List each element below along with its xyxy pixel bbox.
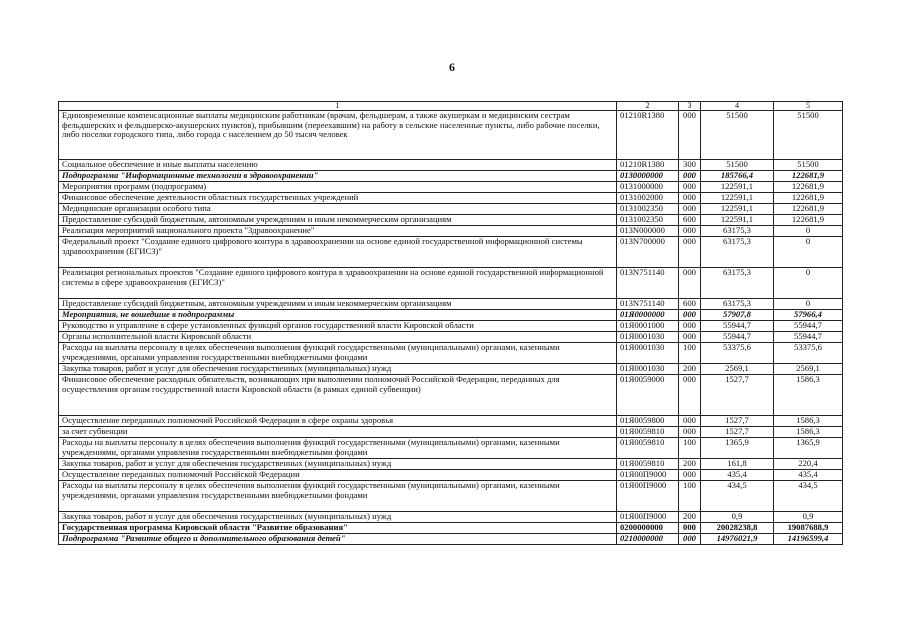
row-name-cell: за счет субвенции (59, 427, 617, 438)
row-expense-type-cell: 100 (679, 343, 701, 364)
row-code-cell: 01Я0001000 (617, 321, 679, 332)
row-amount-year1-cell: 20028238,8 (701, 523, 774, 534)
row-amount-year1-cell: 122591,1 (701, 215, 774, 226)
table-row (59, 268, 843, 299)
row-amount-year2-cell: 122681,9 (774, 193, 843, 204)
row-code-cell: 0200000000 (617, 523, 679, 534)
row-code-cell: 0131002000 (617, 193, 679, 204)
row-amount-year2-cell: 1586,3 (774, 375, 843, 416)
table-row (59, 193, 843, 204)
row-amount-year1-cell: 63175,3 (701, 268, 774, 299)
row-name-cell: Закупка товаров, работ и услуг для обеспечения государственных (муниципальных) нужд (59, 512, 617, 523)
header-col-5: 5 (774, 102, 843, 111)
row-amount-year2-cell: 57966,4 (774, 310, 843, 321)
row-amount-year1-cell: 1365,9 (701, 438, 774, 459)
row-amount-year1-cell: 55944,7 (701, 332, 774, 343)
row-expense-type-cell: 000 (679, 470, 701, 481)
row-amount-year1-cell: 51500 (701, 111, 774, 160)
row-amount-year2-cell: 435,4 (774, 470, 843, 481)
row-name-cell: Расходы на выплаты персоналу в целях обеспечения выполнения функций государственными (муниципальными) органами, казенными учреждениями, органами управления государственными внебюджетными фондами (59, 343, 617, 364)
row-expense-type-cell: 000 (679, 171, 701, 182)
row-amount-year2-cell: 55944,7 (774, 321, 843, 332)
row-name-cell: Закупка товаров, работ и услуг для обеспечения государственных (муниципальных) нужд (59, 364, 617, 375)
row-name-cell: Предоставление субсидий бюджетным, автономным учреждениям и иным некоммерческим организациям (59, 215, 617, 226)
row-name-cell: Медицинские организации особого типа (59, 204, 617, 215)
table-row (59, 215, 843, 226)
row-amount-year2-cell: 122681,9 (774, 182, 843, 193)
row-amount-year1-cell: 53375,6 (701, 343, 774, 364)
row-name-cell: Расходы на выплаты персоналу в целях обеспечения выполнения функций государственными (муниципальными) органами, казенными учреждениями, органами управления государственными внебюджетными фондами (59, 481, 617, 512)
row-amount-year1-cell: 122591,1 (701, 182, 774, 193)
row-amount-year1-cell: 2569,1 (701, 364, 774, 375)
row-expense-type-cell: 200 (679, 512, 701, 523)
row-expense-type-cell: 100 (679, 438, 701, 459)
row-amount-year2-cell: 2569,1 (774, 364, 843, 375)
row-name-cell: Реализация мероприятий национального проекта "Здравоохранение" (59, 226, 617, 237)
row-code-cell: 01Я00П9000 (617, 512, 679, 523)
row-amount-year1-cell: 161,8 (701, 459, 774, 470)
row-name-cell: Единовременные компенсационные выплаты медицинским работникам (врачам, фельдшерам, а также акушеркам и медицинским сестрам фельдшерских и фельдшерско-акушерских пунктов), прибывшим (переехавшим) на работу в сельские населенные пункты, либо рабочие поселки, либо поселки городского типа, либо города с населением до 50 тысяч человек (59, 111, 617, 160)
row-amount-year2-cell: 1365,9 (774, 438, 843, 459)
table-row (59, 343, 843, 364)
row-code-cell: 01Я0001030 (617, 332, 679, 343)
row-amount-year1-cell: 122591,1 (701, 193, 774, 204)
row-expense-type-cell: 000 (679, 111, 701, 160)
row-expense-type-cell: 000 (679, 204, 701, 215)
row-amount-year1-cell: 55944,7 (701, 321, 774, 332)
row-name-cell: Финансовое обеспечение деятельности областных государственных учреждений (59, 193, 617, 204)
row-amount-year1-cell: 435,4 (701, 470, 774, 481)
table-row (59, 427, 843, 438)
row-expense-type-cell: 000 (679, 523, 701, 534)
row-code-cell: 01Я0001030 (617, 343, 679, 364)
row-expense-type-cell: 000 (679, 310, 701, 321)
row-code-cell: 01210R1380 (617, 111, 679, 160)
row-code-cell: 013N751140 (617, 268, 679, 299)
row-expense-type-cell: 200 (679, 459, 701, 470)
row-amount-year2-cell: 0 (774, 299, 843, 310)
table-row (59, 111, 843, 160)
row-name-cell: Осуществление переданных полномочий Российской Федерации в сфере охраны здоровья (59, 416, 617, 427)
table-row (59, 171, 843, 182)
row-name-cell: Предоставление субсидий бюджетным, автономным учреждениям и иным некоммерческим организациям (59, 299, 617, 310)
row-amount-year2-cell: 51500 (774, 111, 843, 160)
row-amount-year1-cell: 51500 (701, 160, 774, 171)
row-name-cell: Подпрограмма "Развитие общего и дополнительного образования детей" (59, 534, 617, 545)
table-row (59, 299, 843, 310)
row-code-cell: 01Я0059810 (617, 459, 679, 470)
table-row (59, 481, 843, 512)
row-code-cell: 01Я0059810 (617, 438, 679, 459)
row-expense-type-cell: 000 (679, 416, 701, 427)
row-expense-type-cell: 600 (679, 299, 701, 310)
row-amount-year1-cell: 434,5 (701, 481, 774, 512)
row-amount-year1-cell: 1527,7 (701, 416, 774, 427)
row-amount-year1-cell: 122591,1 (701, 204, 774, 215)
table-row (59, 310, 843, 321)
row-name-cell: Реализация региональных проектов "Создание единого цифрового контура в здравоохранении на основе единой государственной информационной системы в сфере здравоохранения (ЕГИСЗ)" (59, 268, 617, 299)
row-amount-year1-cell: 185766,4 (701, 171, 774, 182)
row-amount-year1-cell: 63175,3 (701, 226, 774, 237)
table-row (59, 459, 843, 470)
table-row (59, 226, 843, 237)
table-row (59, 321, 843, 332)
row-amount-year2-cell: 0 (774, 268, 843, 299)
row-code-cell: 01Я0000000 (617, 310, 679, 321)
row-code-cell: 0210000000 (617, 534, 679, 545)
row-name-cell: Социальное обеспечение и иные выплаты населению (59, 160, 617, 171)
row-name-cell: Мероприятия, не вошедшие в подпрограммы (59, 310, 617, 321)
table-row (59, 534, 843, 545)
row-expense-type-cell: 000 (679, 321, 701, 332)
row-amount-year1-cell: 63175,3 (701, 237, 774, 268)
header-col-2: 2 (617, 102, 679, 111)
row-code-cell: 0131002350 (617, 215, 679, 226)
table-row (59, 182, 843, 193)
row-code-cell: 01Я0059000 (617, 375, 679, 416)
row-code-cell: 01Я0059810 (617, 427, 679, 438)
row-amount-year1-cell: 0,9 (701, 512, 774, 523)
row-amount-year2-cell: 0,9 (774, 512, 843, 523)
row-code-cell: 01Я00П9000 (617, 481, 679, 512)
budget-table-body (59, 102, 843, 545)
row-amount-year1-cell: 1527,7 (701, 375, 774, 416)
table-row (59, 416, 843, 427)
table-row (59, 438, 843, 459)
table-row (59, 512, 843, 523)
row-expense-type-cell: 000 (679, 237, 701, 268)
row-code-cell: 013N751140 (617, 299, 679, 310)
table-row (59, 160, 843, 171)
row-code-cell: 01Я0059800 (617, 416, 679, 427)
table-row (59, 332, 843, 343)
row-amount-year2-cell: 122681,9 (774, 171, 843, 182)
row-amount-year2-cell: 434,5 (774, 481, 843, 512)
row-expense-type-cell: 000 (679, 332, 701, 343)
row-name-cell: Мероприятия программ (подпрограмм) (59, 182, 617, 193)
row-amount-year2-cell: 53375,6 (774, 343, 843, 364)
row-amount-year2-cell: 0 (774, 237, 843, 268)
row-name-cell: Федеральный проект "Создание единого цифрового контура в здравоохранении на основе единой государственной информационной системы здравоохранения (ЕГИСЗ)" (59, 237, 617, 268)
row-name-cell: Закупка товаров, работ и услуг для обеспечения государственных (муниципальных) нужд (59, 459, 617, 470)
row-expense-type-cell: 000 (679, 268, 701, 299)
row-name-cell: Финансовое обеспечение расходных обязательств, возникающих при выполнении полномочий Российской Федерации, переданных для осуществления органам государственной власти Кировской области (в рамках единой субвенции) (59, 375, 617, 416)
row-amount-year2-cell: 0 (774, 226, 843, 237)
page-number: 6 (449, 60, 455, 74)
row-name-cell: Расходы на выплаты персоналу в целях обеспечения выполнения функций государственными (муниципальными) органами, казенными учреждениями, органами управления государственными внебюджетными фондами (59, 438, 617, 459)
row-expense-type-cell: 300 (679, 160, 701, 171)
header-col-4: 4 (701, 102, 774, 111)
table-row (59, 470, 843, 481)
table-row (59, 237, 843, 268)
row-name-cell: Государственная программа Кировской области "Развитие образования" (59, 523, 617, 534)
row-expense-type-cell: 000 (679, 182, 701, 193)
table-header-row (59, 102, 843, 111)
row-expense-type-cell: 000 (679, 375, 701, 416)
row-expense-type-cell: 000 (679, 427, 701, 438)
row-expense-type-cell: 000 (679, 193, 701, 204)
row-amount-year2-cell: 14196599,4 (774, 534, 843, 545)
row-name-cell: Осуществление переданных полномочий Российской Федерации (59, 470, 617, 481)
row-amount-year2-cell: 51500 (774, 160, 843, 171)
row-code-cell: 0131002350 (617, 204, 679, 215)
row-amount-year2-cell: 55944,7 (774, 332, 843, 343)
row-name-cell: Органы исполнительной власти Кировской области (59, 332, 617, 343)
row-expense-type-cell: 200 (679, 364, 701, 375)
table-row (59, 523, 843, 534)
row-name-cell: Подпрограмма "Информационные технологии в здравоохранении" (59, 171, 617, 182)
row-amount-year2-cell: 1586,3 (774, 427, 843, 438)
row-expense-type-cell: 000 (679, 534, 701, 545)
row-amount-year2-cell: 122681,9 (774, 204, 843, 215)
row-amount-year1-cell: 57907,8 (701, 310, 774, 321)
row-code-cell: 013N700000 (617, 237, 679, 268)
row-amount-year2-cell: 1586,3 (774, 416, 843, 427)
table-row (59, 364, 843, 375)
row-amount-year1-cell: 1527,7 (701, 427, 774, 438)
row-code-cell: 013N000000 (617, 226, 679, 237)
row-code-cell: 0130000000 (617, 171, 679, 182)
budget-table (58, 101, 843, 545)
row-amount-year2-cell: 122681,9 (774, 215, 843, 226)
table-row (59, 375, 843, 416)
row-name-cell: Руководство и управление в сфере установленных функций органов государственной власти Кировской области (59, 321, 617, 332)
row-expense-type-cell: 100 (679, 481, 701, 512)
row-code-cell: 01Я00П9000 (617, 470, 679, 481)
header-col-1: 1 (59, 102, 617, 111)
row-code-cell: 01210R1380 (617, 160, 679, 171)
row-code-cell: 0131000000 (617, 182, 679, 193)
row-amount-year1-cell: 14976021,9 (701, 534, 774, 545)
row-amount-year2-cell: 19087688,9 (774, 523, 843, 534)
row-amount-year2-cell: 220,4 (774, 459, 843, 470)
table-row (59, 204, 843, 215)
row-expense-type-cell: 000 (679, 226, 701, 237)
header-col-3: 3 (679, 102, 701, 111)
row-amount-year1-cell: 63175,3 (701, 299, 774, 310)
row-expense-type-cell: 600 (679, 215, 701, 226)
row-code-cell: 01Я0001030 (617, 364, 679, 375)
